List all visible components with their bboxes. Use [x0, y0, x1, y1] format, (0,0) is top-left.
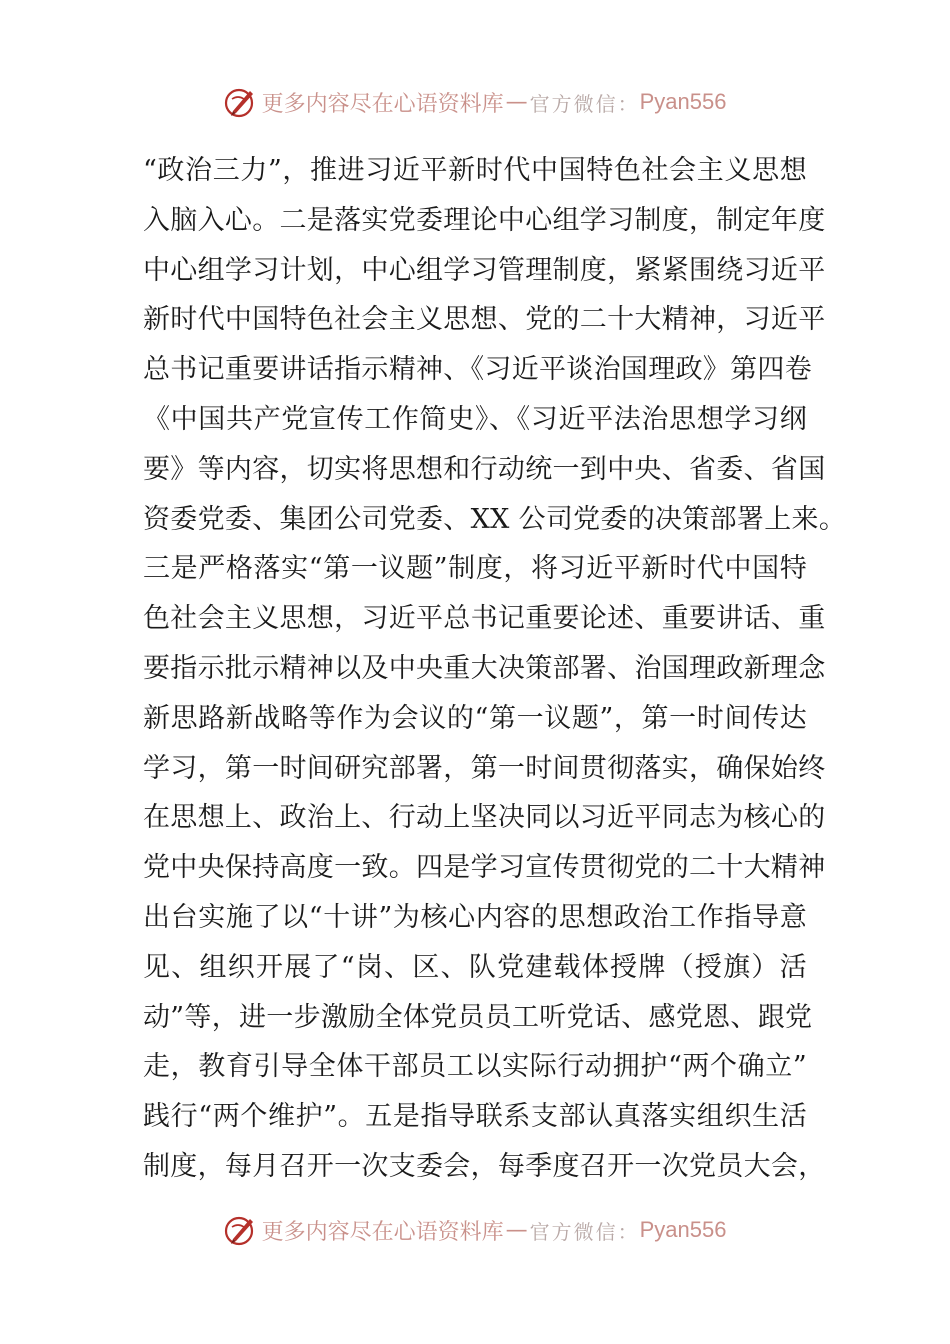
- body-line: 走，教育引导全体干部员工以实际行动拥护“两个确立”: [143, 1051, 807, 1083]
- body-line: 要》等内容，切实将思想和行动统一到中央、省委、省国: [143, 453, 826, 485]
- body-line: 资委党委、集团公司党委、XX 公司党委的决策部署上来。: [143, 503, 847, 535]
- body-line: 三是严格落实“第一议题”制度，将习近平新时代中国特: [143, 553, 807, 585]
- body-line: “政治三力”，推进习近平新时代中国特色社会主义思想: [143, 155, 807, 186]
- body-line: 入脑入心。二是落实党委理论中心组学习制度，制定年度: [143, 204, 826, 236]
- pen-logo-icon: [224, 1213, 258, 1247]
- body-line: 出台实施了以“十讲”为核心内容的思想政治工作指导意: [143, 901, 807, 933]
- footer-site-text: 更多内容尽在心语资料库: [261, 1219, 504, 1245]
- header-site-text: 更多内容尽在心语资料库: [261, 91, 504, 117]
- body-line: 见、组织开展了“岗、区、队党建载体授牌（授旗）活: [143, 951, 807, 983]
- header-wechat-id: Pyan556: [639, 89, 727, 114]
- body-line: 学习，第一时间研究部署，第一时间贯彻落实，确保始终: [143, 752, 826, 784]
- body-line: 制度，每月召开一次支委会，每季度召开一次党员大会，: [143, 1150, 826, 1182]
- body-line: 动”等，进一步激励全体党员员工听党话、感党恩、跟党: [143, 1001, 813, 1033]
- document-body: [143, 146, 847, 1192]
- header-separator: —: [505, 89, 528, 115]
- pen-logo-icon: [224, 85, 258, 119]
- body-line: 新思路新战略等作为会议的“第一议题”，第一时间传达: [143, 702, 807, 734]
- body-line: 中心组学习计划，中心组学习管理制度，紧紧围绕习近平: [143, 254, 826, 286]
- body-line: 践行“两个维护”。五是指导联系支部认真落实组织生活: [143, 1101, 807, 1133]
- body-line: 党中央保持高度一致。四是学习宣传贯彻党的二十大精神: [143, 852, 826, 884]
- footer-wechat-id: Pyan556: [639, 1217, 727, 1242]
- body-line: 要指示批示精神以及中央重大决策部署、治国理政新理念: [143, 652, 826, 684]
- body-line: 色社会主义思想，习近平总书记重要论述、重要讲话、重: [143, 603, 826, 635]
- footer-banner: [0, 1210, 950, 1250]
- header-wechat-label: 官方微信：: [529, 91, 640, 116]
- body-line: 《中国共产党宣传工作简史》、《习近平法治思想学习纲: [143, 403, 807, 435]
- body-line: 总书记重要讲话指示精神、《习近平谈治国理政》第四卷: [143, 354, 812, 386]
- footer-separator: —: [505, 1217, 528, 1243]
- footer-wechat-label: 官方微信：: [529, 1219, 640, 1244]
- body-line: 在思想上、政治上、行动上坚决同以习近平同志为核心的: [143, 802, 826, 834]
- header-banner: [0, 82, 950, 122]
- body-line: 新时代中国特色社会主义思想、党的二十大精神，习近平: [143, 304, 826, 336]
